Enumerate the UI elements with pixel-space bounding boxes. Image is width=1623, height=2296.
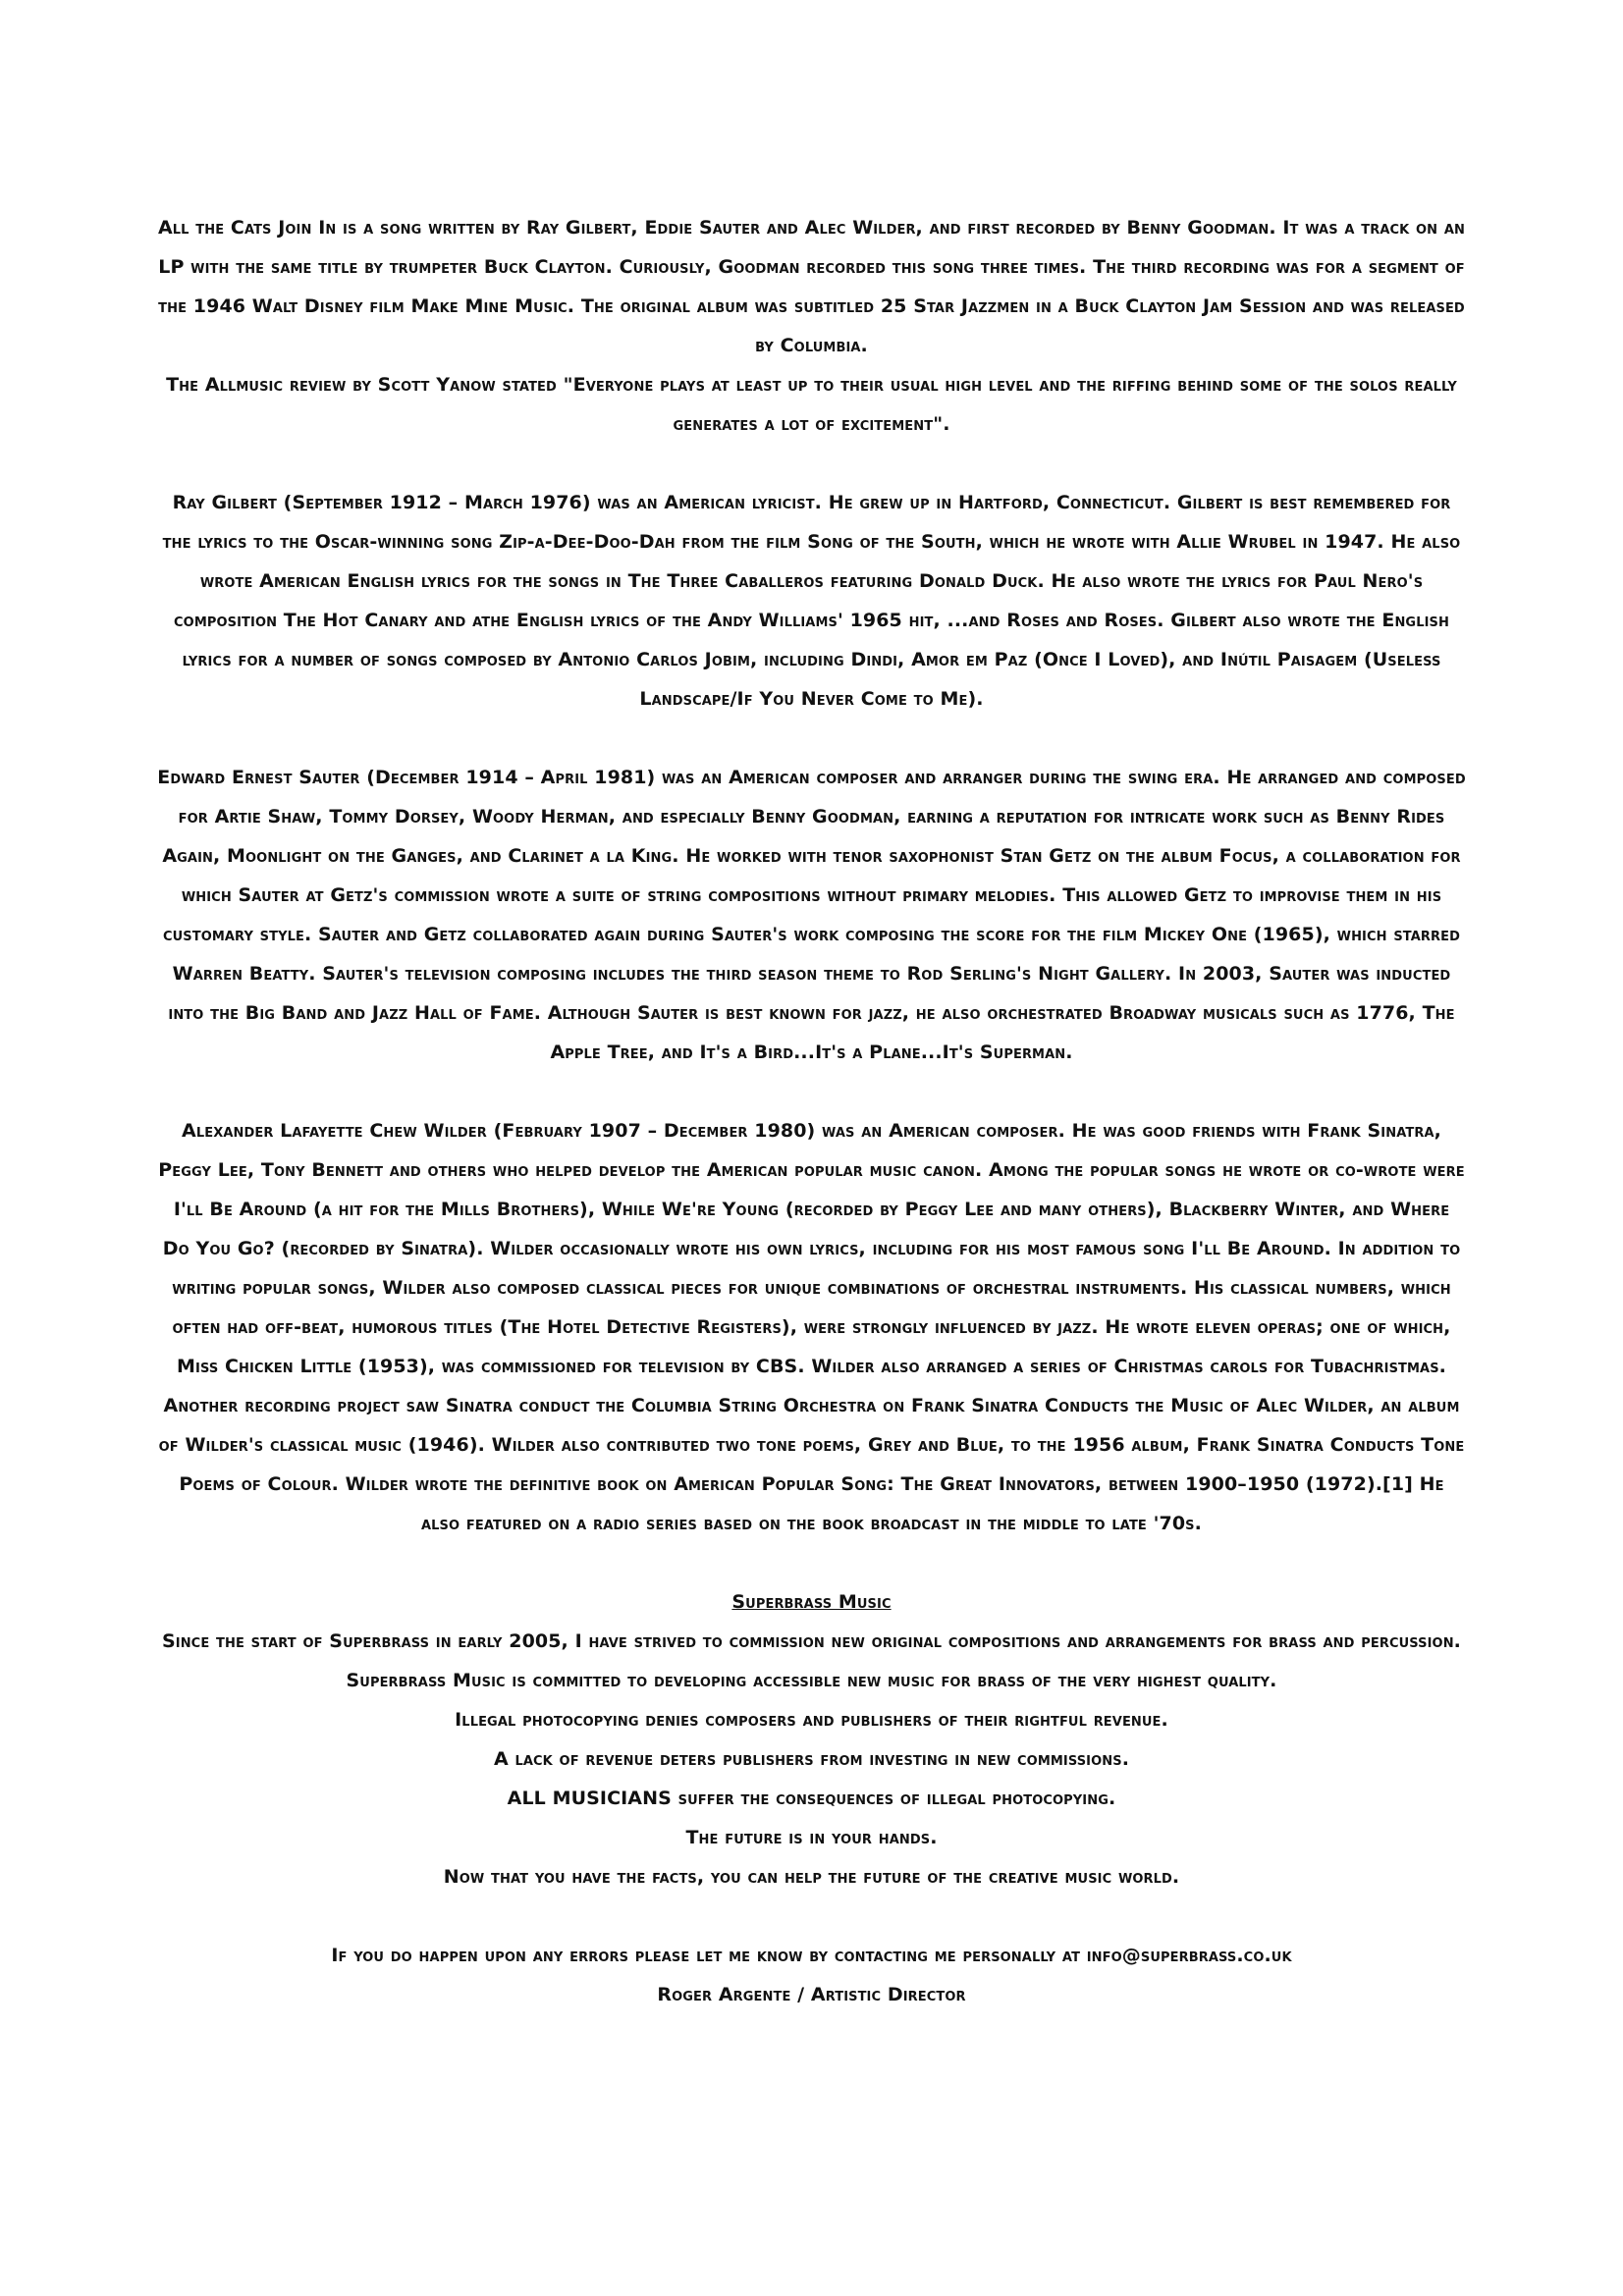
notice-line: Superbrass Music is committed to developing accessible new music for brass of the very highest quality. bbox=[346, 1670, 1277, 1691]
sauter-section bbox=[157, 758, 1466, 1072]
gilbert-paragraph: Ray Gilbert (September 1912 – March 1976) was an American lyricist. He grew up in Hartford, Connecticut. Gilbert is best remembered for the lyrics to the Oscar-winning song Zip-a-Dee-Doo-Dah from the film Song of the South, which he wrote with Allie Wrubel in 1947. He also wrote American English lyrics for the songs in The Three Caballeros featuring Donald Duck. He also wrote the lyrics for Paul Nero's composition The Hot Canary and athe English lyrics of the Andy Williams' 1965 hit, ...and Roses and Roses. Gilbert also wrote the English lyrics for a number of songs composed by Antonio Carlos Jobim, including Dindi, Amor em Paz (Once I Loved), and Inútil Paisagem (Useless Landscape/If You Never Come to Me). bbox=[162, 492, 1461, 710]
superbrass-heading: Superbrass Music bbox=[731, 1591, 892, 1613]
musicians-rest: suffer the consequences of illegal photocopying. bbox=[671, 1788, 1116, 1809]
notice-line: Now that you have the facts, you can help the future of the creative music world. bbox=[443, 1866, 1180, 1888]
notice-line: The future is in your hands. bbox=[685, 1827, 938, 1848]
notice-line: Illegal photocopying denies composers and publishers of their rightful revenue. bbox=[455, 1709, 1168, 1731]
contact-line: If you do happen upon any errors please let me know by contacting me personally at info@superbrass.co.uk bbox=[331, 1945, 1292, 1966]
superbrass-notice bbox=[157, 1582, 1466, 1896]
sauter-paragraph: Edward Ernest Sauter (December 1914 – April 1981) was an American composer and arranger during the swing era. He arranged and composed for Artie Shaw, Tommy Dorsey, Woody Herman, and especially Benny Goodman, earning a reputation for intricate work such as Benny Rides Again, Moonlight on the Ganges, and Clarinet a la King. He worked with tenor saxophonist Stan Getz on the album Focus, a collaboration for which Sauter at Getz's commission wrote a suite of string compositions without primary melodies. This allowed Getz to improvise them in his customary style. Sauter and Getz collaborated again during Sauter's work composing the score for the film Mickey One (1965), which starred Warren Beatty. Sauter's television composing includes the third season theme to Rod Serling's Night Gallery. In 2003, Sauter was inducted into the Big Band and Jazz Hall of Fame. Although Sauter is best known for jazz, he also orchestrated Broadway musicals such as 1776, The Apple Tree, and It's a Bird...It's a Plane...It's Superman. bbox=[157, 767, 1466, 1063]
intro-paragraph: All the Cats Join In is a song written by Ray Gilbert, Eddie Sauter and Alec Wilder, and first recorded by Benny Goodman. It was a track on an LP with the same title by trumpeter Buck Clayton. Curiously, Goodman recorded this song three times. The third recording was for a segment of the 1946 Walt Disney film Make Mine Music. The original album was subtitled 25 Star Jazzmen in a Buck Clayton Jam Session and was released by Columbia. bbox=[157, 217, 1466, 356]
all-musicians-caps: ALL MUSICIANS bbox=[507, 1788, 672, 1809]
contact-section bbox=[157, 1936, 1466, 2014]
intro-section bbox=[157, 208, 1466, 444]
notice-line-musicians bbox=[157, 1779, 1466, 1818]
wilder-paragraph: Alexander Lafayette Chew Wilder (February 1907 – December 1980) was an American composer. He was good friends with Frank Sinatra, Peggy Lee, Tony Bennett and others who helped develop the American popular music canon. Among the popular songs he wrote or co-wrote were I'll Be Around (a hit for the Mills Brothers), While We're Young (recorded by Peggy Lee and many others), Blackberry Winter, and Where Do You Go? (recorded by Sinatra). Wilder occasionally wrote his own lyrics, including for his most famous song I'll Be Around. In addition to writing popular songs, Wilder also composed classical pieces for unique combinations of orchestral instruments. His classical numbers, which often had off-beat, humorous titles (The Hotel Detective Registers), were strongly influenced by jazz. He wrote eleven operas; one of which, Miss Chicken Little (1953), was commissioned for television by CBS. Wilder also arranged a series of Christmas carols for Tubachristmas. Another recording project saw Sinatra conduct the Columbia String Orchestra on Frank Sinatra Conducts the Music of Alec Wilder, an album of Wilder's classical music (1946). Wilder also contributed two tone poems, Grey and Blue, to the 1956 album, Frank Sinatra Conducts Tone Poems of Colour. Wilder wrote the definitive book on American Popular Song: The Great Innovators, between 1900–1950 (1972).[1] He also featured on a radio series based on the book broadcast in the middle to late '70s. bbox=[158, 1120, 1465, 1534]
allmusic-review: The Allmusic review by Scott Yanow stated "Everyone plays at least up to their usual high level and the riffing behind some of the solos really generates a lot of excitement". bbox=[166, 374, 1457, 435]
wilder-section bbox=[157, 1111, 1466, 1543]
document-page bbox=[157, 208, 1466, 2014]
notice-line: A lack of revenue deters publishers from investing in new commissions. bbox=[493, 1748, 1130, 1770]
notice-line: Since the start of Superbrass in early 2005, I have strived to commission new original compositions and arrangements for brass and percussion. bbox=[161, 1630, 1461, 1652]
gilbert-section bbox=[157, 483, 1466, 719]
signature: Roger Argente / Artistic Director bbox=[657, 1984, 966, 2005]
